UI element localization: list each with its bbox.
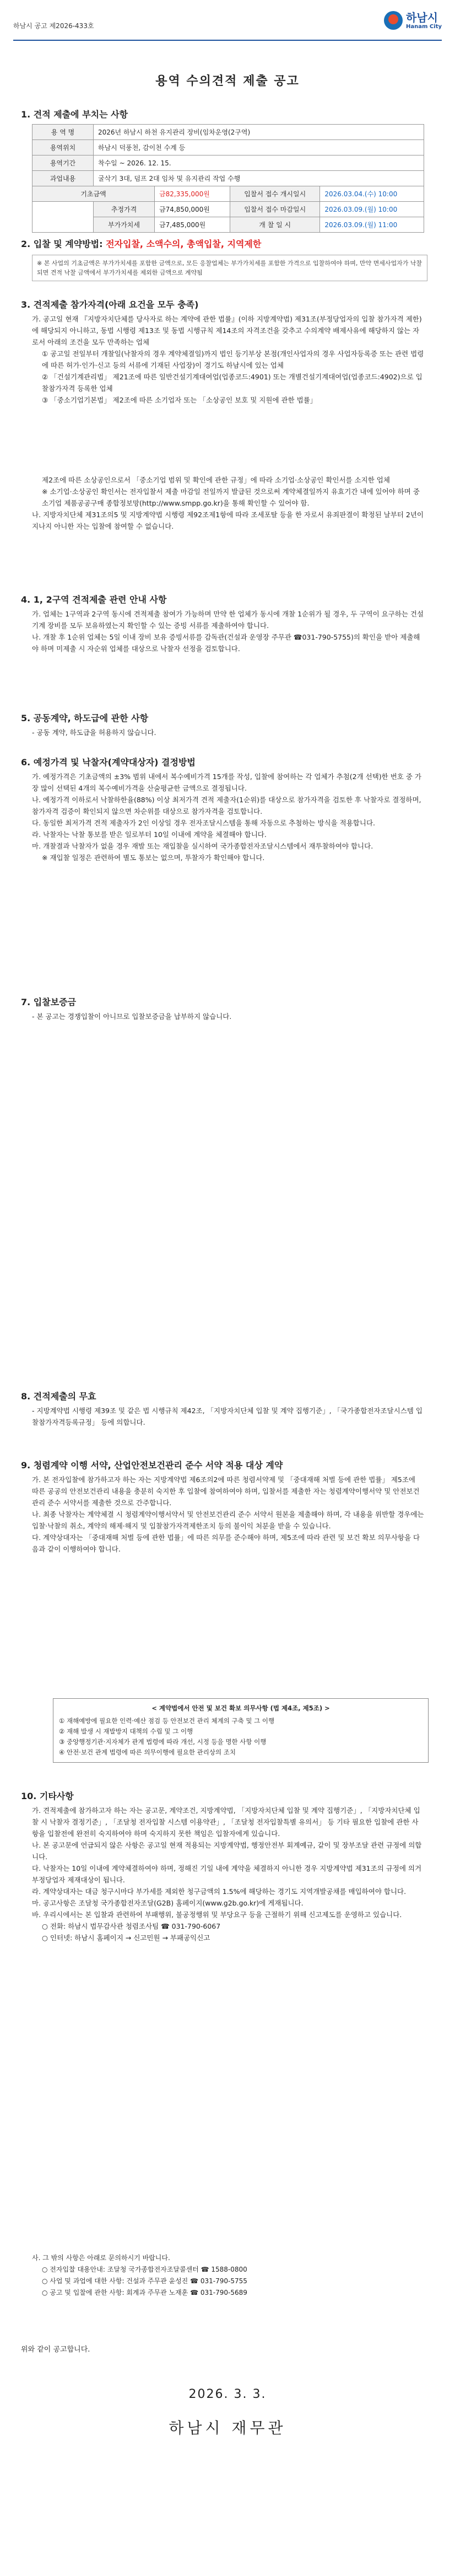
inquiry-item: ○ 공고 및 입찰에 관한 사항: 회계과 주무관 노재훈 ☎ 031-790-5689 <box>42 2289 247 2296</box>
section-8-body <box>32 1405 424 1428</box>
table-row <box>32 140 424 155</box>
section-4-body <box>32 608 424 654</box>
paragraph: 가. 본 전자입찰에 참가하고자 하는 자는 지방계약법 제6조의2에 따른 청렴서약제 및 「중대재해 처벌 등에 관한 법률」 제5조에 따른 공공의 안전보건관리 내용을 충분히 숙지한 후 입찰에 참여하여야 하며, 입찰서를 제출한 자는 청렴계약이행서약 및 안전보건관리 준수 서약서를 제출한 것으로 간주합니다. <box>32 1475 420 1507</box>
list-item: ① 재해예방에 필요한 인력·예산 점검 등 안전보건 관리 체계의 구축 및 그 이행 <box>59 1717 275 1725</box>
safety-obligations-box <box>53 1698 429 1763</box>
row-label: 과업내용 <box>32 171 94 186</box>
row-value: 착수일 ~ 2026. 12. 15. <box>94 155 424 171</box>
table-row <box>32 171 424 186</box>
paragraph: ○ 전화: 하남시 법무감사관 청렴조사팀 ☎ 031-790-6067 <box>42 1922 221 1930</box>
inquiry-intro: 사. 그 밖의 사항은 아래로 문의하시기 바랍니다. <box>32 2254 170 2262</box>
closing-statement: 위와 같이 공고합니다. <box>21 2346 90 2354</box>
paragraph: 가. 업체는 1구역과 2구역 동시에 견적제출 참여가 가능하며 만약 한 업체가 동시에 개찰 1순위가 될 경우, 두 구역이 요구하는 건설기계 장비를 모두 보유하였는지 확인할 수 있는 증빙 서류를 제출하여야 합니다. <box>32 610 424 630</box>
logo-english: Hanam City <box>406 23 442 30</box>
paragraph: 나. 예정가격 이하로서 낙찰하한율(88%) 이상 최저가격 견적 제출자(1순위)를 대상으로 참가자격을 검토한 후 낙찰자로 결정하며, 참가자격 검증이 확인되지 않으면 차순위를 대상으로 참가자격을 검토합니다. <box>32 796 421 815</box>
section-7-heading: 7. 입찰보증금 <box>21 997 77 1007</box>
paragraph: - 공동 계약, 하도급을 허용하지 않습니다. <box>32 728 156 737</box>
header <box>13 0 442 39</box>
section-5-heading: 5. 공동계약, 하도급에 관한 사항 <box>21 713 149 723</box>
section-1-heading: 1. 견적 제출에 부치는 사항 <box>21 109 128 120</box>
paragraph: 나. 개찰 후 1순위 업체는 5일 이내 장비 보유 증빙서류를 감독관(건설과 운영장 주무관 ☎031-790-5755)의 확인을 받아 제출해야 하며 미제출 시 자순위 업체를 대상으로 낙찰자 선정을 검토합니다. <box>32 633 420 653</box>
paragraph: ※ 재입찰 일정은 관련하여 별도 통보는 없으며, 투찰자가 확인해야 합니다. <box>42 854 265 862</box>
paragraph: 라. 계약상대자는 대금 청구시마다 부가세를 제외한 청구금액의 1.5%에 해당하는 경기도 지역개발공채를 매입하여야 합니다. <box>32 1887 407 1896</box>
start-label: 입찰서 접수 개시일시 <box>230 186 320 202</box>
vat-note: ※ 본 사업의 기초금액은 부가가치세를 포함한 금액으로, 모든 응찰업체는 부가가치세를 포함한 가격으로 입찰하여야 하며, 만약 면세사업자가 낙찰되면 견적 낙찰 금액에서 부가가치세를 제외한 금액으로 계약됨 <box>32 255 427 281</box>
paragraph: - 본 공고는 경쟁입찰이 아니므로 입찰보증금을 납부하지 않습니다. <box>32 1012 232 1021</box>
paragraph: 가. 예정가격은 기초금액의 ±3% 범위 내에서 복수예비가격 15개를 작성, 입찰에 참여하는 각 업체가 추첨(2개 선택)한 번호 중 가장 많이 선택된 4개의 복수예비가격을 산술평균한 금액으로 결정됩니다. <box>32 772 421 792</box>
section-9-body <box>32 1474 424 1555</box>
paragraph: 다. 동일한 최저가격 견적 제출자가 2인 이상일 경우 전자조달시스템을 통해 자동으로 추첨하는 방식을 적용합니다. <box>32 819 376 827</box>
paragraph: 나. 본 공고문에 언급되지 않은 사항은 공고일 현재 적용되는 지방계약법, 행정안전부 회계예규, 같이 및 장부조달 관련 규정에 의합니다. <box>32 1841 422 1861</box>
section-2-heading: 2. 입찰 및 계약방법: 전자입찰, 소액수의, 총액입찰, 지역제한 <box>21 239 262 249</box>
start-value: 2026.03.04.(수) 10:00 <box>320 186 424 202</box>
section-3-heading: 3. 견적제출 참가자격(아래 요건을 모두 충족) <box>21 299 199 310</box>
paragraph: 나. 지방자치단체 제31조의5 및 지방계약법 시행령 제92조제1항에 따라 조세포탈 등을 한 자로서 유죄판결이 확정된 날부터 2년이 지나지 아니한 자는 입찰에 참여할 수 없습니다. <box>32 511 424 530</box>
box-title: < 계약법에서 안전 및 보건 확보 의무사항 (법 제4조, 제5조) > <box>151 1704 330 1712</box>
paragraph: ③ 「중소기업기본법」 제2조에 따른 소기업자 또는 「소상공인 보호 및 지원에 관한 법률」 <box>42 396 317 404</box>
section-10-body <box>32 1805 424 1944</box>
inquiry-item: ○ 전자입찰 대용안내: 조달청 국가종합전자조달콜센터 ☎ 1588-0800 <box>42 2266 247 2273</box>
paragraph: 가. 견적제출에 참가하고자 하는 자는 공고문, 계약조건, 지방계약법, 「지방자치단체 입찰 및 계약 집행기준」, 「지방자치단체 입찰 시 낙찰자 결정기준」, 「조달청 전자입찰 시스템 이용약관」, 「조달청 전자입찰특별 유의서」 등 기타 필요한 입찰에 관한 사항을 입찰전에 완전히 숙지하여야 하며 숙지하지 못한 책임은 입찰자에게 있습니다. <box>32 1806 420 1838</box>
section-6-heading: 6. 예정가격 및 낙찰자(계약대상자) 결정방법 <box>21 757 196 768</box>
paragraph: ○ 인터넷: 하남시 홈페이지 → 신고민원 → 부패공익신고 <box>42 1934 210 1942</box>
section-8-heading: 8. 견적제출의 무효 <box>21 1391 96 1402</box>
section-6-body <box>32 771 424 863</box>
vat-value: 금7,485,000원 <box>155 217 230 233</box>
list-item: ④ 안전·보건 관계 법령에 따른 의무이행에 필요한 관리상의 조치 <box>59 1748 236 1756</box>
paragraph: - 지방계약법 시행령 제39조 및 같은 법 시행규칙 제42조, 「지방자치단체 입찰 및 계약 집행기준」, 「국가종합전자조달시스템 입찰참가자격등록규정」 등에 의합니다. <box>32 1407 422 1426</box>
section-3-body-continued <box>32 474 424 532</box>
issuer: 하남시 재무관 <box>169 2419 286 2437</box>
table-row <box>32 202 424 217</box>
paragraph: 라. 낙찰자는 낙찰 통보를 받은 일로부터 10일 이내에 계약을 체결해야 합니다. <box>32 830 267 839</box>
row-label: 용역기간 <box>32 155 94 171</box>
inquiry-item: ○ 사업 및 과업에 대한 사항: 건설과 주무관 윤성진 ☎ 031-790-5755 <box>42 2277 247 2285</box>
section-9-heading: 9. 청렴계약 이행 서약, 산업안전보건관리 준수 서약 적용 대상 계약 <box>21 1460 283 1471</box>
table-row <box>32 125 424 140</box>
paragraph: 마. 개찰결과 낙찰자가 없을 경우 재발 또는 재입찰을 실시하여 국가종합전자조달시스템에서 재투찰하여야 합니다. <box>32 842 373 850</box>
row-value: 굴삭기 3대, 덤프 2대 임차 및 유지관리 작업 수행 <box>94 171 424 186</box>
logo-korean: 하남시 <box>406 10 438 24</box>
row-label: 용 역 명 <box>32 125 94 140</box>
end-label: 입찰서 접수 마감일시 <box>230 202 320 217</box>
opening-label: 개 찰 일 시 <box>230 217 320 233</box>
city-logo <box>384 11 442 30</box>
paragraph: ② 「건설기계관리법」 제21조에 따른 일반건설기계대여업(업종코드:4901) 또는 개별건설기계대여업(업종코드:4902)으로 입찰참가자격 등록한 업체 <box>42 373 422 393</box>
announcement-date: 2026. 3. 3. <box>188 2387 267 2401</box>
budget-label: 기초금액 <box>32 186 155 202</box>
bid-info-table <box>32 124 424 233</box>
end-value: 2026.03.09.(월) 10:00 <box>320 202 424 217</box>
contract-method: 전자입찰, 소액수의, 총액입찰, 지역제한 <box>106 239 262 249</box>
paragraph: 마. 공고사항은 조달청 국가종합전자조달(G2B) 홈페이지(www.g2b.go.kr)에 게재됩니다. <box>32 1899 304 1907</box>
paragraph: 다. 계약상대자는 「중대재해 처벌 등에 관한 법률」에 따른 의무를 준수해야 하며, 제5조에 따라 관련 및 보건 확보 의무사항을 다음과 같이 이행하여야 합니다. <box>32 1533 420 1553</box>
opening-value: 2026.03.09.(월) 11:00 <box>320 217 424 233</box>
table-row <box>32 186 424 202</box>
section-7-body <box>32 1011 424 1022</box>
section-4-heading: 4. 1, 2구역 견적제출 관련 안내 사항 <box>21 594 167 605</box>
vat-label: 부가가치세 <box>94 217 155 233</box>
budget-value: 금82,335,000원 <box>155 186 230 202</box>
row-label: 용역위치 <box>32 140 94 155</box>
list-item: ② 재해 발생 시 재발방지 대책의 수립 및 그 이행 <box>59 1727 193 1735</box>
inquiry-section <box>32 2252 424 2299</box>
estimate-value: 금74,850,000원 <box>155 202 230 217</box>
list-item: ③ 중앙행정기관·지자체가 관계 법령에 따라 개선, 시정 등을 명한 사항 이행 <box>59 1738 267 1746</box>
section-3-body <box>32 313 424 406</box>
paragraph: 다. 낙찰자는 10일 이내에 계약체결하여야 하며, 정해진 기일 내에 계약을 체결하지 아니한 경우 지방계약법 제31조의 규정에 의거 부정당업자 제재대상이 됩니다. <box>32 1864 422 1884</box>
paragraph: 나. 최종 낙찰자는 계약체결 시 청렴계약이행서약서 및 안전보건관리 준수 서약서 원본을 제출해야 하며, 각 내용을 위반할 경우에는 입찰·낙찰의 취소, 계약의 해제·해지 및 입찰참가자격제한조치 등의 불이익 처분을 받을 수 있습니다. <box>32 1510 424 1530</box>
table-row <box>32 155 424 171</box>
paragraph: ① 공고일 전일부터 개찰일(낙찰자의 경우 계약체결일)까지 법인 등기부상 본점(개인사업자의 경우 사업자등록증 또는 관련 법령에 따른 허가·인가·신고 등의 서류에 기재된 사업장)이 경기도 하남시에 있는 업체 <box>42 350 424 369</box>
paragraph: ※ 소기업·소상공인 확인서는 전자입찰서 제출 마감일 전일까지 발급된 것으로써 계약체결일까지 유효기간 내에 있어야 하며 중소기업 제품공공구매 종합정보망(http://www.smpp.go.kr)을 통해 확인할 수 있어야 함. <box>42 487 420 507</box>
notice-number: 하남시 공고 제2026-433호 <box>13 22 94 30</box>
header-divider <box>13 40 442 41</box>
paragraph: 제2조에 따른 소상공인으로서 「중소기업 범위 및 확인에 관한 규정」에 따라 소기업·소상공인 확인서를 소지한 업체 <box>42 476 390 484</box>
paragraph: 바. 우리시에서는 본 입찰과 관련하여 부패행위, 불공정행위 및 부당요구 등을 근절하기 위해 신고제도를 운영하고 있습니다. <box>32 1910 402 1919</box>
section-5-body <box>32 727 424 738</box>
section-10-heading: 10. 기타사항 <box>21 1791 74 1801</box>
row-value: 하남시 덕풍천, 감이천 수계 등 <box>94 140 424 155</box>
estimate-label: 추정가격 <box>94 202 155 217</box>
row-value: 2026년 하남시 하천 유지관리 장비(임차운영(2구역) <box>94 125 424 140</box>
page-title: 용역 수의견적 제출 공고 <box>155 74 300 88</box>
city-emblem-icon <box>384 11 403 30</box>
paragraph: 가. 공고일 현재 『지방자치단체를 당사자로 하는 계약에 관한 법률』(이하 지방계약법) 제31조(부정당업자의 입찰 참가자격 제한)에 해당되지 아니하고, 동법 시행령 제13조 및 동법 시행규칙 제14조의 자격조건을 갖추고 수의계약 배제사유에 해당하지 않는 자로서 아래의 조건을 모두 만족하는 업체 <box>32 315 422 346</box>
